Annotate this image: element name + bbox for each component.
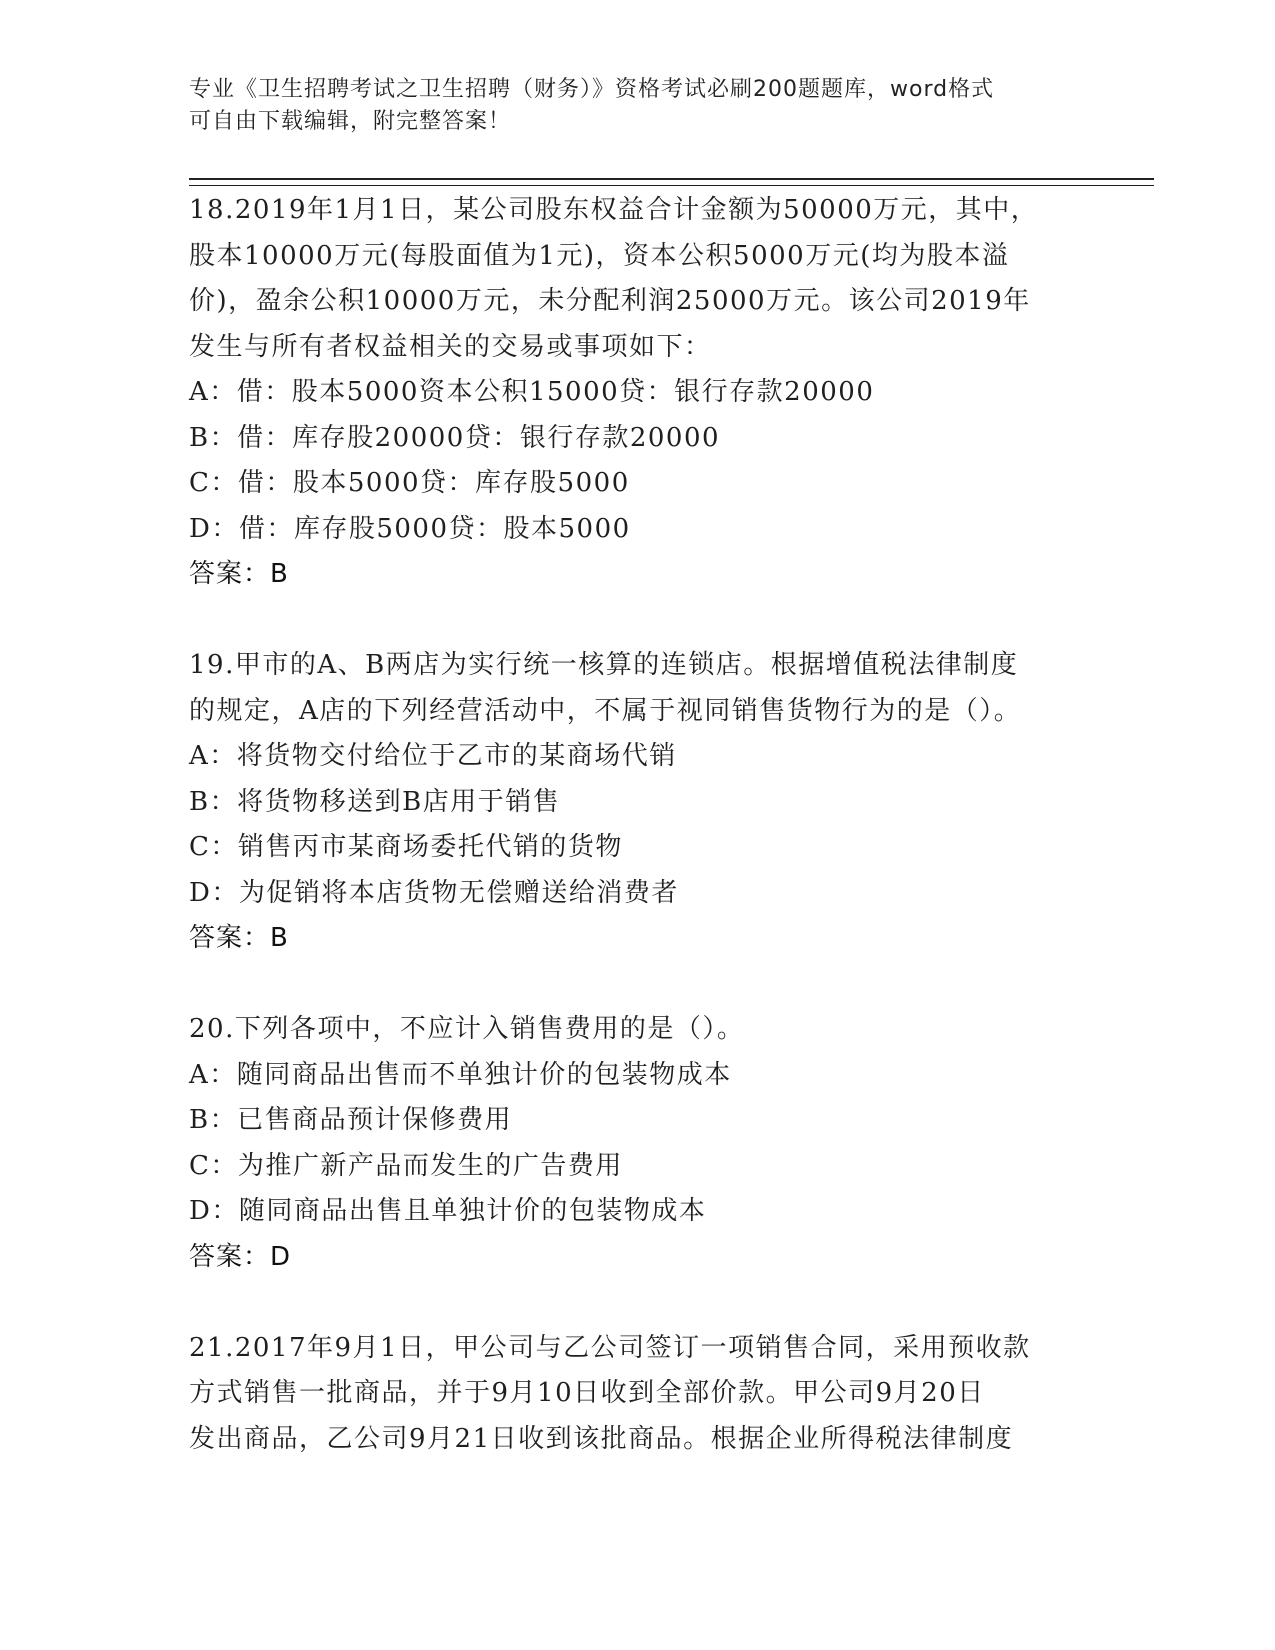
question-18 [189,188,1089,598]
question-spacer [189,962,1089,1008]
option-d: D：随同商品出售且单独计价的包装物成本 [189,1196,707,1226]
question-stem-line: 发生与所有者权益相关的交易或事项如下： [189,331,712,362]
question-spacer [189,1280,1089,1326]
option-b: B：已售商品预计保修费用 [189,1105,513,1135]
answer-label: 答案：B [189,559,289,589]
question-list [189,188,1089,1462]
question-stem-line: 21.2017年9月1日，甲公司与乙公司签订一项销售合同，采用预收款 [189,1332,1031,1363]
question-stem-line: 20.下列各项中，不应计入销售费用的是（）。 [189,1014,745,1044]
question-20 [189,1007,1089,1280]
question-spacer [189,598,1089,644]
document-header [189,74,1089,138]
question-stem-line: 19.甲市的A、B两店为实行统一核算的连锁店。根据增值税法律制度 [189,650,1019,680]
question-stem-line: 股本10000万元(每股面值为1元)，资本公积5000万元(均为股本溢 [189,240,1010,271]
answer-label: 答案：D [189,1241,292,1272]
header-divider-thick [189,178,1154,180]
option-c: C：借：股本5000贷：库存股5000 [189,468,630,498]
option-c: C：销售丙市某商场委托代销的货物 [189,832,623,862]
question-stem-line: 18.2019年1月1日，某公司股东权益合计金额为50000万元，其中， [189,195,1039,225]
option-c: C：为推广新产品而发生的广告费用 [189,1150,623,1181]
header-line-1: 专业《卫生招聘考试之卫生招聘（财务）》资格考试必刷200题题库，word格式 [189,77,995,102]
question-21 [189,1326,1089,1463]
question-stem-line: 发出商品，乙公司9月21日收到该批商品。根据企业所得税法律制度 [189,1423,1014,1454]
option-b: B：借：库存股20000贷：银行存款20000 [189,422,721,453]
option-a: A：借：股本5000资本公积15000贷：银行存款20000 [189,377,875,407]
header-divider-thin [189,185,1154,186]
option-d: D：为促销将本店货物无偿赠送给消费者 [189,877,679,908]
question-stem-line: 的规定，A店的下列经营活动中，不属于视同销售货物行为的是（）。 [189,695,1022,726]
option-b: B：将货物移送到B店用于销售 [189,786,561,817]
header-line-2: 可自由下载编辑，附完整答案！ [189,109,512,134]
option-a: A：将货物交付给位于乙市的某商场代销 [189,741,677,771]
question-stem-line: 方式销售一批商品，并于9月10日收到全部价款。甲公司9月20日 [189,1378,985,1408]
option-d: D：借：库存股5000贷：股本5000 [189,513,631,544]
question-19 [189,643,1089,962]
answer-label: 答案：B [189,923,289,953]
option-a: A：随同商品出售而不单独计价的包装物成本 [189,1059,732,1090]
question-stem-line: 价)，盈余公积10000万元，未分配利润25000万元。该公司2019年 [189,286,1031,316]
